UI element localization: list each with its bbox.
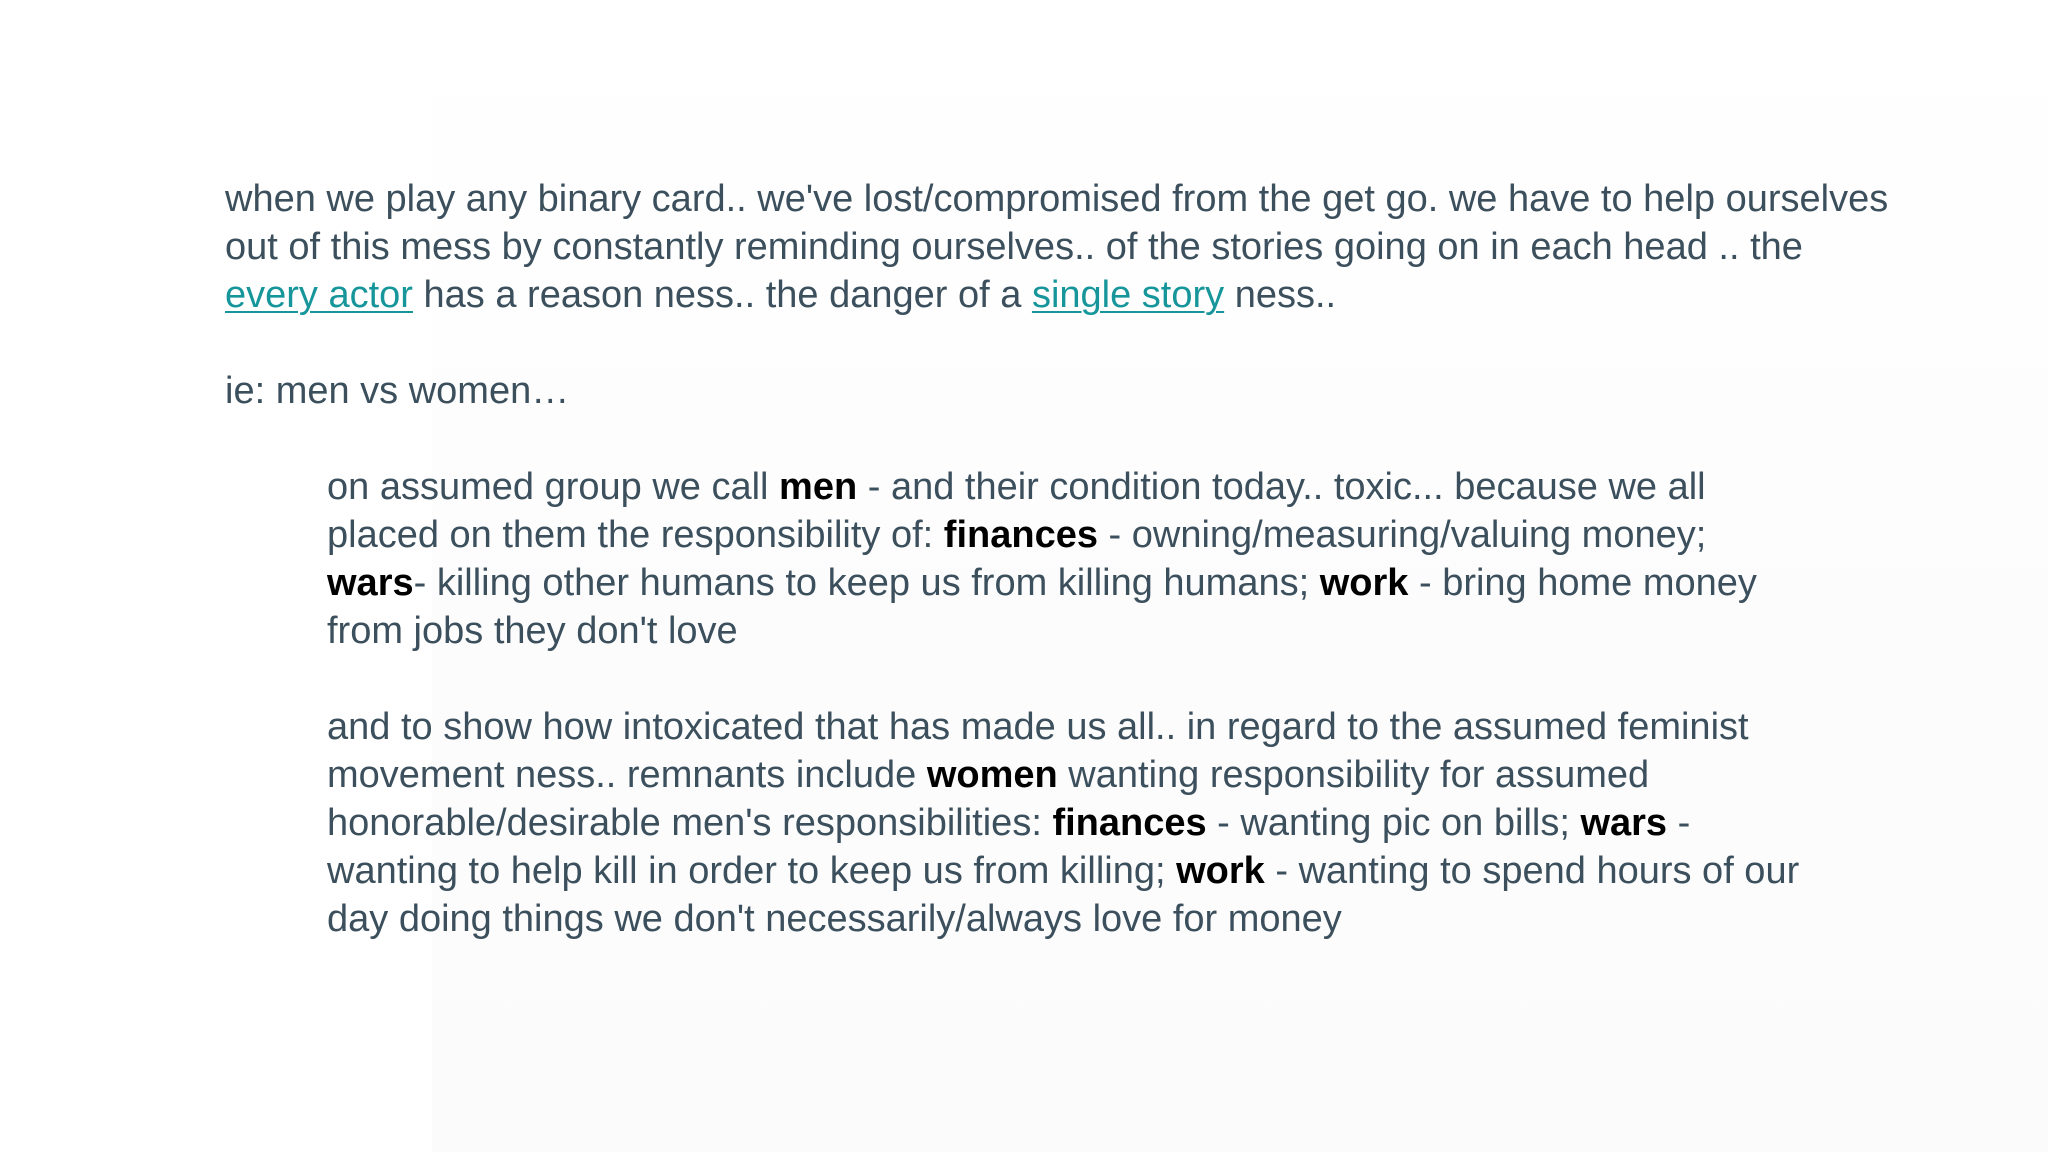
women-finances-term: finances [1052, 802, 1207, 844]
men-text-5: - bring home money from jobs they don't love [327, 562, 1757, 652]
men-work-term: work [1319, 562, 1409, 604]
men-wars-term: wars [327, 562, 414, 604]
women-work-term: work [1176, 850, 1265, 892]
women-text-5: - wanting to spend hours of our day doing things we don't necessarily/always love for money [327, 850, 1800, 940]
women-text-3: - wanting pic on bills; [1206, 802, 1581, 844]
spacer [225, 415, 1905, 463]
spacer [225, 655, 1905, 703]
men-text-3: - owning/measuring/valuing money; [1097, 514, 1707, 556]
single-story-link[interactable]: single story [1031, 274, 1225, 316]
women-bold-term: women [926, 754, 1058, 796]
women-text-1: and to show how intoxicated that has made us all.. in regard to the assumed feminist movement ness.. remnants include [327, 706, 1749, 796]
every-actor-link[interactable]: every actor [225, 274, 413, 316]
men-text-1: on assumed group we call [327, 466, 780, 508]
men-text-4: - killing other humans to keep us from killing humans; [413, 562, 1320, 604]
paragraph-example: ie: men vs women… [225, 370, 570, 412]
women-text-2: wanting responsibility for assumed honorable/desirable men's responsibilities: [327, 754, 1650, 844]
men-bold-term: men [779, 466, 858, 508]
spacer [225, 319, 1905, 367]
text-body [225, 175, 1905, 943]
paragraph-binary-card-text-2: has a reason ness.. the danger of a [412, 274, 1032, 316]
men-text-2: - and their condition today.. toxic... because we all placed on them the responsibility of: [327, 466, 1706, 556]
paragraph-women [225, 703, 1807, 943]
paragraph-binary-card [225, 175, 1905, 319]
women-text-4: - wanting to help kill in order to keep us from killing; [327, 802, 1691, 892]
paragraph-men [225, 463, 1807, 655]
men-finances-term: finances [943, 514, 1098, 556]
paragraph-binary-card-text-1: when we play any binary card.. we've lost/compromised from the get go. we have to help ourselves out of this mess by constantly reminding ourselves.. of the stories going on in each head .. the [225, 178, 1889, 268]
paragraph-binary-card-text-3: ness.. [1224, 274, 1337, 316]
women-wars-term: wars [1580, 802, 1668, 844]
